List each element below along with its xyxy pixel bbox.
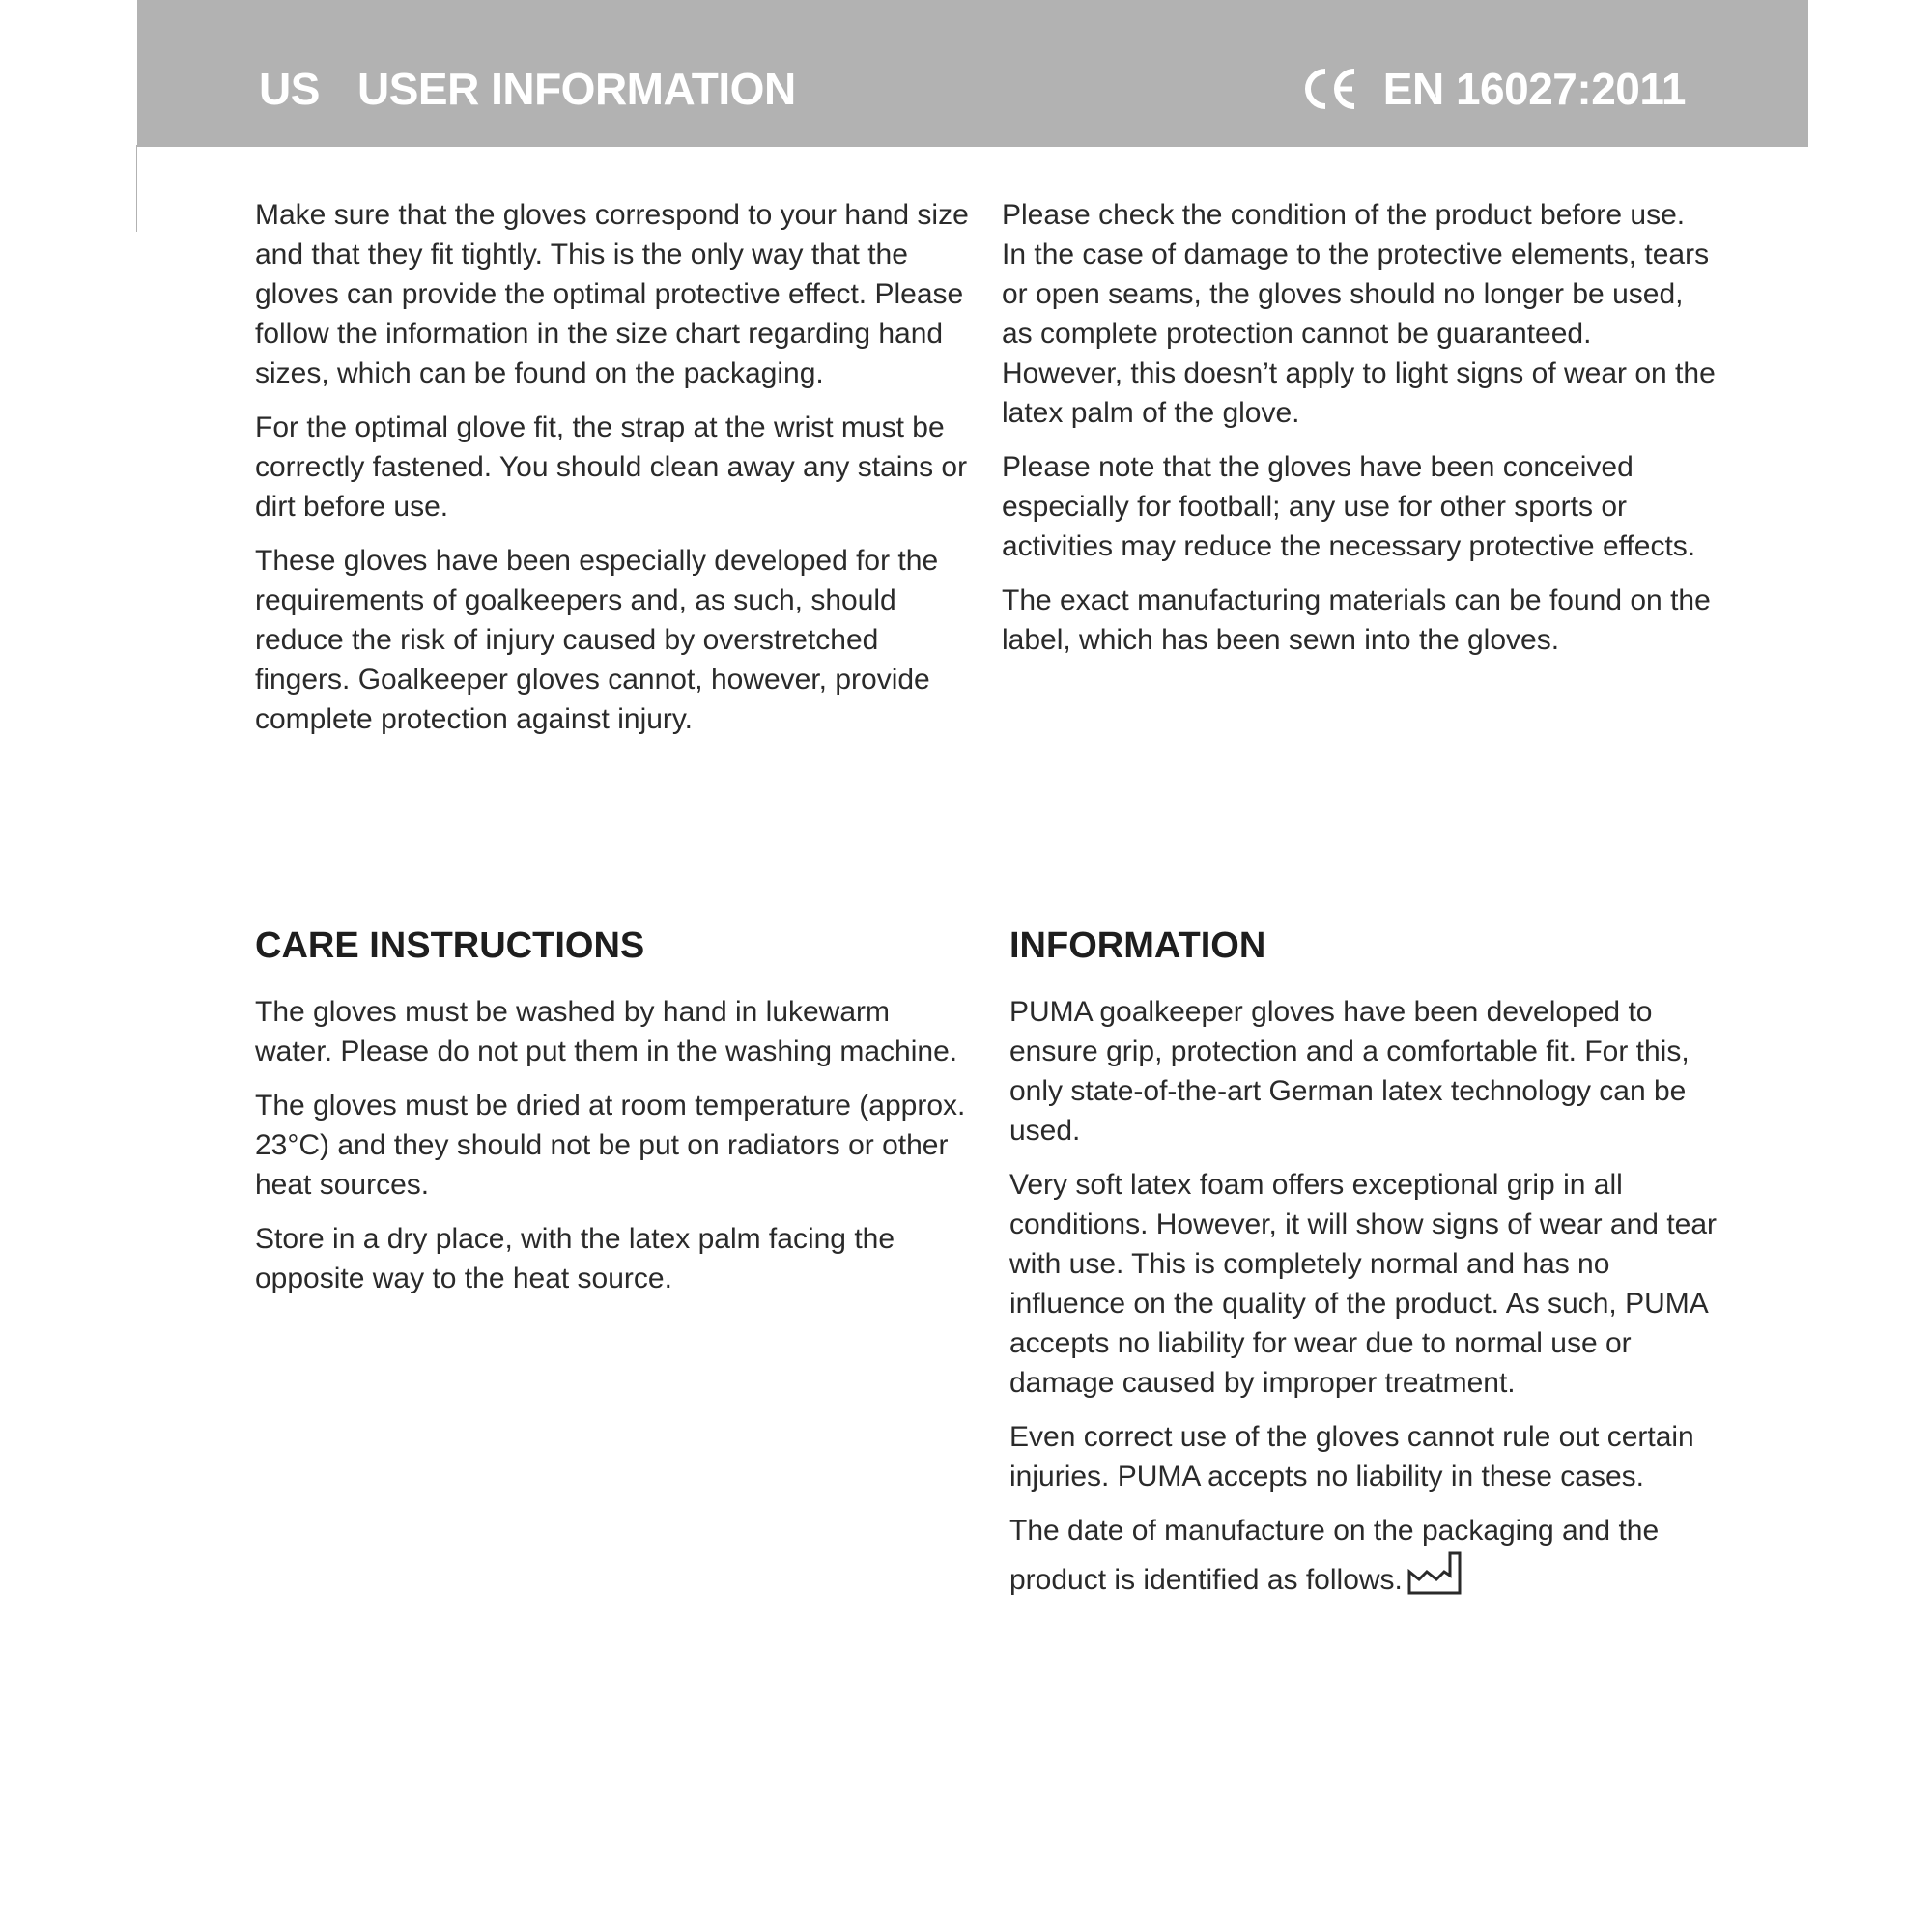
care-paragraph: The gloves must be dried at room temperature (approx. 23°C) and they should not be put on radiators or other heat sources. <box>255 1090 966 1201</box>
header-standard-group <box>1302 60 1686 118</box>
intro-right-paragraph: Please note that the gloves have been conceived especially for football; any use for other sports or activities may reduce the necessary protective effects. <box>1002 451 1696 562</box>
intro-right-paragraph: The exact manufacturing materials can be found on the label, which has been sewn into the gloves. <box>1002 584 1711 656</box>
information-heading: INFORMATION <box>1009 925 1266 966</box>
intro-right-paragraph: Please check the condition of the product before use. In the case of damage to the protective elements, tears or open seams, the gloves should no longer be used, as complete protection cannot be guaranteed. However, this doesn’t apply to light signs of wear on the latex palm of the glove. <box>1002 199 1716 429</box>
intro-left-paragraph: For the optimal glove fit, the strap at the wrist must be correctly fastened. You should clean away any stains or dirt before use. <box>255 412 968 523</box>
standard-number: EN 16027:2011 <box>1382 64 1686 114</box>
information-paragraph: PUMA goalkeeper gloves have been developed to ensure grip, protection and a comfortable fit. For this, only state-of-the-art German latex technology can be used. <box>1009 996 1690 1147</box>
margin-rule <box>136 145 137 232</box>
information-paragraph: Very soft latex foam offers exceptional grip in all conditions. However, it will show signs of wear and tear with use. This is completely normal and has no influence on the quality of the product. As such, PUMA accepts no liability for wear due to normal use or damage caused by improper treatment. <box>1009 1169 1718 1399</box>
care-instructions-heading: CARE INSTRUCTIONS <box>255 925 645 966</box>
ce-mark-icon <box>1302 60 1360 118</box>
intro-left-paragraph: Make sure that the gloves correspond to your hand size and that they fit tightly. This is the only way that the gloves can provide the optimal protective effect. Please follow the information in the size chart regarding hand sizes, which can be found on the packaging. <box>255 199 969 389</box>
manufacture-date-paragraph <box>1009 1511 1724 1607</box>
care-paragraph: Store in a dry place, with the latex palm facing the opposite way to the heat source. <box>255 1223 895 1294</box>
information-section <box>1009 923 1724 1622</box>
page-title: USER INFORMATION <box>357 64 796 114</box>
country-code: US <box>259 64 320 114</box>
care-instructions-section <box>255 923 970 1313</box>
intro-left-paragraph: These gloves have been especially developed for the requirements of goalkeepers and, as such, should reduce the risk of injury caused by overstretched fingers. Goalkeeper gloves cannot, however, provide complete protection against injury. <box>255 545 939 735</box>
information-paragraph: Even correct use of the gloves cannot rule out certain injuries. PUMA accepts no liability in these cases. <box>1009 1421 1694 1492</box>
manufacture-date-text: The date of manufacture on the packaging and the product is identified as follows. <box>1009 1515 1660 1596</box>
intro-right-column <box>1002 195 1717 674</box>
factory-icon <box>1406 1550 1463 1607</box>
care-paragraph: The gloves must be washed by hand in lukewarm water. Please do not put them in the washing machine. <box>255 996 958 1067</box>
intro-left-column <box>255 195 970 753</box>
